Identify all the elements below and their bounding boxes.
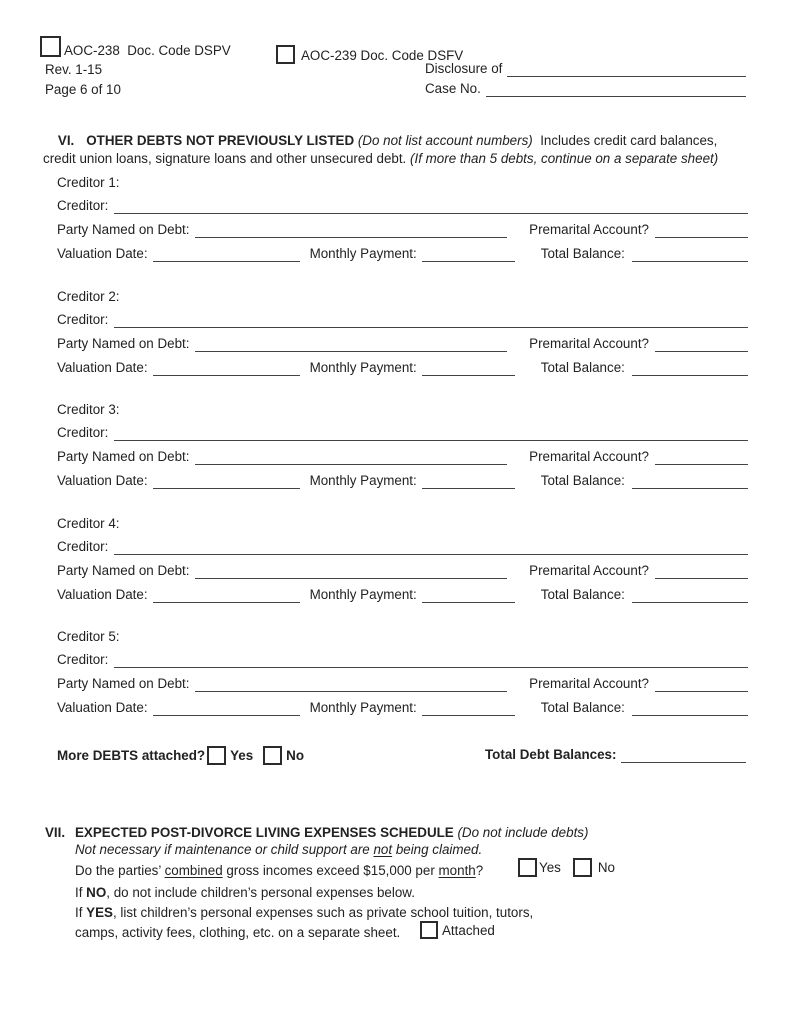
monthly-payment-label: Monthly Payment:: [309, 700, 417, 715]
if-yes-pre: If: [75, 905, 87, 920]
income-yes-no-group: [518, 858, 615, 877]
aoc-238-checkbox[interactable]: [40, 36, 61, 57]
section-vi-description: Includes credit card balances, credit union loans, signature loans and other unsecured debt.: [43, 132, 722, 166]
if-no-line: [45, 884, 781, 901]
if-yes-post: , list children’s personal expenses such as private school tuition, tutors,: [112, 905, 534, 920]
case-no-row: [425, 80, 746, 97]
total-balance-label: Total Balance:: [540, 246, 625, 261]
party-named-label: Party Named on Debt:: [57, 335, 190, 351]
valuation-date-blank[interactable]: [153, 587, 300, 603]
total-balance-label: Total Balance:: [540, 586, 625, 602]
if-yes-bold: YES: [86, 905, 113, 920]
creditor-field-label: Creditor:: [57, 198, 109, 213]
page-number-label: Page 6 of 10: [45, 82, 121, 97]
total-balance-blank[interactable]: [632, 246, 748, 262]
aoc-239-checkbox[interactable]: [276, 45, 295, 64]
income-question-pre: Do the parties’: [75, 863, 165, 878]
total-debt-balances-label: Total Debt Balances:: [485, 747, 617, 762]
creditor-block: [57, 401, 748, 491]
total-balance-blank[interactable]: [632, 360, 748, 376]
party-named-blank[interactable]: [195, 449, 507, 465]
section-vi-note-continue: (If more than 5 debts, continue on a separate sheet): [410, 151, 719, 166]
creditor-name-blank[interactable]: [114, 312, 748, 328]
creditor-block: [57, 628, 748, 718]
total-balance-label: Total Balance:: [540, 700, 625, 715]
continuation-text: camps, activity fees, clothing, etc. on a separate sheet.: [75, 925, 401, 940]
total-debt-balances-row: [485, 746, 746, 763]
total-balance-blank[interactable]: [632, 700, 748, 716]
premarital-blank[interactable]: [655, 676, 748, 692]
income-question-mid: gross incomes exceed $15,000 per: [222, 863, 439, 878]
section-vii-heading: [45, 824, 751, 841]
section-vii-title: EXPECTED POST-DIVORCE LIVING EXPENSES SCHEDULE: [75, 825, 458, 840]
premarital-blank[interactable]: [655, 336, 748, 352]
income-yes-label: Yes: [539, 860, 561, 875]
subnote-pre: Not necessary if maintenance or child support are: [75, 842, 374, 857]
income-question-month: month: [438, 863, 476, 878]
more-debts-no-label: No: [286, 747, 305, 763]
valuation-date-label: Valuation Date:: [57, 700, 148, 715]
more-debts-row: [57, 745, 304, 765]
creditor-field-label: Creditor:: [57, 311, 109, 327]
attached-label: Attached: [442, 922, 495, 938]
valuation-date-label: Valuation Date:: [57, 586, 148, 602]
party-named-blank[interactable]: [195, 563, 507, 579]
section-vi-number: VI.: [57, 132, 75, 148]
premarital-blank[interactable]: [655, 449, 748, 465]
if-no-bold: NO: [86, 885, 107, 900]
if-no-post: , do not include children’s personal expenses below.: [106, 885, 415, 900]
valuation-date-blank[interactable]: [153, 700, 300, 716]
section-vi-note-accounts: (Do not list account numbers): [357, 132, 533, 148]
valuation-date-label: Valuation Date:: [57, 246, 148, 261]
income-no-label: No: [597, 860, 615, 875]
party-named-blank[interactable]: [195, 676, 507, 692]
attached-group: [420, 921, 495, 939]
creditor-block-title: Creditor 4:: [57, 515, 120, 531]
creditor-block: [57, 174, 748, 264]
monthly-payment-blank[interactable]: [422, 473, 515, 489]
attached-checkbox[interactable]: [420, 921, 438, 939]
subnote-post: being claimed.: [392, 842, 483, 857]
creditor-block: [57, 288, 748, 378]
party-named-label: Party Named on Debt:: [57, 676, 190, 691]
income-no-checkbox[interactable]: [573, 858, 592, 877]
form-b-label: AOC-239 Doc. Code DSFV: [301, 48, 464, 63]
monthly-payment-blank[interactable]: [422, 700, 515, 716]
disclosure-label: Disclosure of: [425, 61, 503, 76]
total-balance-blank[interactable]: [632, 473, 748, 489]
monthly-payment-blank[interactable]: [422, 246, 515, 262]
creditor-name-blank[interactable]: [114, 539, 748, 555]
premarital-label: Premarital Account?: [529, 562, 649, 578]
total-balance-label: Total Balance:: [540, 473, 625, 488]
case-no-blank[interactable]: [486, 81, 746, 97]
party-named-label: Party Named on Debt:: [57, 562, 190, 578]
premarital-label: Premarital Account?: [529, 335, 649, 351]
if-no-pre: If: [75, 885, 87, 900]
creditor-field-label: Creditor:: [57, 425, 109, 440]
creditor-name-blank[interactable]: [114, 425, 748, 441]
valuation-date-blank[interactable]: [153, 473, 300, 489]
revision-label: Rev. 1-15: [45, 62, 103, 77]
more-debts-yes-checkbox[interactable]: [207, 746, 226, 765]
income-question-combined: combined: [164, 863, 223, 878]
monthly-payment-blank[interactable]: [422, 587, 515, 603]
income-question-line: [45, 862, 781, 879]
section-vi-title: OTHER DEBTS NOT PREVIOUSLY LISTED: [86, 132, 358, 148]
section-vii-note: (Do not include debts): [457, 825, 589, 840]
creditor-field-label: Creditor:: [57, 538, 109, 554]
premarital-label: Premarital Account?: [529, 222, 649, 237]
monthly-payment-label: Monthly Payment:: [309, 586, 417, 602]
section-vii-subnote: [45, 841, 781, 858]
creditor-name-blank[interactable]: [114, 652, 748, 668]
valuation-date-label: Valuation Date:: [57, 473, 148, 488]
total-balance-blank[interactable]: [632, 587, 748, 603]
party-named-blank[interactable]: [195, 222, 507, 238]
party-named-label: Party Named on Debt:: [57, 449, 190, 464]
disclosure-row: [425, 60, 746, 77]
section-vii: [45, 822, 751, 952]
form-a-label: AOC-238 Doc. Code DSPV: [64, 43, 231, 58]
if-yes-line: [45, 904, 781, 921]
valuation-date-blank[interactable]: [153, 246, 300, 262]
total-debt-balances-blank[interactable]: [621, 747, 746, 763]
continuation-line: [45, 924, 781, 941]
creditor-name-blank[interactable]: [114, 198, 748, 214]
premarital-label: Premarital Account?: [529, 449, 649, 464]
party-named-label: Party Named on Debt:: [57, 222, 190, 237]
creditor-block-title: Creditor 1:: [57, 175, 120, 190]
valuation-date-blank[interactable]: [153, 360, 300, 376]
valuation-date-label: Valuation Date:: [57, 359, 148, 375]
section-vii-number: VII.: [45, 825, 66, 840]
creditor-block-title: Creditor 5:: [57, 629, 120, 644]
monthly-payment-label: Monthly Payment:: [309, 473, 417, 488]
subnote-underlined: not: [373, 842, 393, 857]
premarital-blank[interactable]: [655, 222, 748, 238]
more-debts-question: More DEBTS attached?: [57, 747, 206, 763]
premarital-blank[interactable]: [655, 563, 748, 579]
premarital-label: Premarital Account?: [529, 676, 649, 691]
party-named-blank[interactable]: [195, 336, 507, 352]
case-no-label: Case No.: [425, 81, 481, 96]
creditor-block-title: Creditor 2:: [57, 288, 120, 304]
creditor-block-title: Creditor 3:: [57, 402, 120, 417]
creditor-field-label: Creditor:: [57, 652, 109, 667]
total-balance-label: Total Balance:: [540, 359, 625, 375]
disclosure-blank[interactable]: [507, 61, 746, 77]
more-debts-no-checkbox[interactable]: [263, 746, 282, 765]
creditor-block: [57, 515, 748, 605]
monthly-payment-blank[interactable]: [422, 360, 515, 376]
monthly-payment-label: Monthly Payment:: [309, 359, 417, 375]
monthly-payment-label: Monthly Payment:: [309, 246, 417, 261]
income-yes-checkbox[interactable]: [518, 858, 537, 877]
income-question-post: ?: [475, 863, 484, 878]
more-debts-yes-label: Yes: [230, 747, 254, 763]
